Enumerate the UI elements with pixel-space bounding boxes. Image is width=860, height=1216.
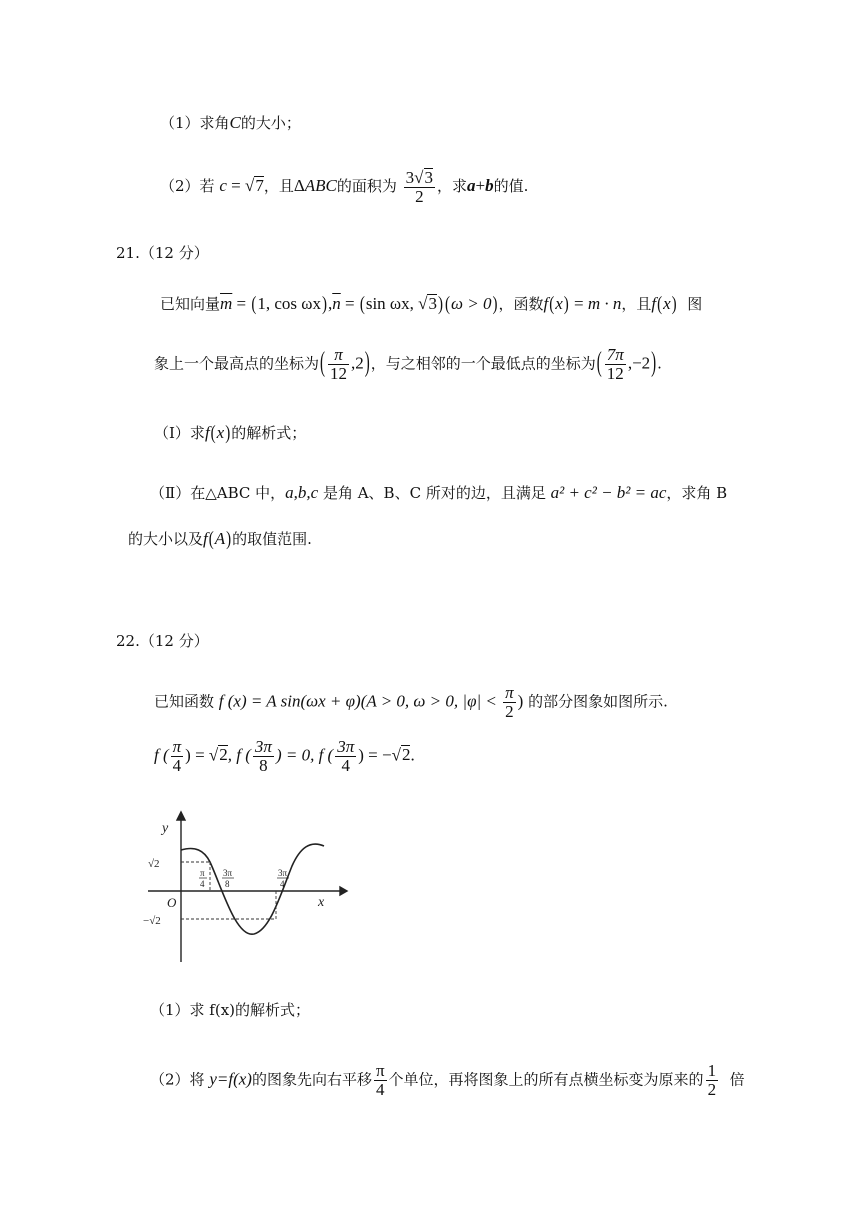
neg-sqrt2-tick: −√2 — [143, 915, 161, 927]
pi4-tick-num: π — [200, 868, 205, 878]
q22-header: 22.（12 分） — [116, 632, 209, 650]
pi4-tick-den: 4 — [200, 879, 205, 889]
q21-line2: 象上一个最高点的坐标为( $\frac{\pi}{12}$ ,2)，与之相邻的一个最低点的坐标为( $\frac{7\pi}{12}$ ,−2). — [154, 345, 662, 383]
q21-line1: 已知向量$\overline{m} = (1$, $\cos \omega x),\overline{n} = (\sin$ ωx, √3) (ω > 0)，函数f(x) = m · n，且f(x) 图 — [160, 294, 703, 316]
y-label: y — [162, 821, 169, 836]
sine-curve — [181, 844, 324, 934]
q20-part2: （2）若 c = √7，且ΔABC的面积为 $\frac{3√3}{2}$ ，求a+b的值. — [160, 168, 529, 206]
3pi4-tick-den: 4 — [280, 879, 285, 889]
q22-line2: f ( $\frac{\pi}{4}$ ) = √2, f ( $\frac{3\pi}{8}$ ) = 0, f ( $\frac{3\pi}{4}$ ) = −√2. — [154, 737, 415, 775]
q22-line1: 已知函数 f (x) = A sin(ωx + φ)(A > 0, ω > 0, |φ| < $\frac{\pi}{2}$ ) 的部分图象如图所示. — [154, 683, 668, 721]
q21-part2b: 的大小以及f(A)的取值范围. — [128, 529, 312, 551]
q21-header: 21.（12 分） — [116, 244, 209, 262]
3pi8-tick-den: 8 — [225, 879, 230, 889]
3pi4-tick-num: 3π — [278, 868, 288, 878]
q21-part1: （Ⅰ）求f(x)的解析式； — [154, 423, 307, 445]
q20-part1: （1）求角C的大小； — [160, 113, 301, 132]
q22-part1: （1）求 f(x)的解析式； — [150, 1001, 311, 1019]
y-axis-arrow-icon — [177, 812, 185, 820]
x-label: x — [318, 895, 325, 910]
fraction-area: $\frac{3√3}{2}$ — [405, 168, 434, 206]
q22-part2: （2）将 y=f(x)的图象先向右平移 $\frac{\pi}{4}$ 个单位，再将图象上的所有点横坐标变为原来的 $\frac{1}{2}$ 倍 — [150, 1061, 745, 1099]
sqrt2-tick: √2 — [148, 858, 160, 870]
3pi8-tick-num: 3π — [223, 868, 233, 878]
origin-label: O — [167, 895, 177, 910]
x-axis-arrow-icon — [340, 887, 347, 895]
q21-part2a: （Ⅱ）在△ABC 中，a,b,c 是角 A、B、C 所对的边，且满足 a² + c² − b² = ac，求角 B — [150, 483, 728, 502]
sine-graph — [140, 810, 350, 968]
